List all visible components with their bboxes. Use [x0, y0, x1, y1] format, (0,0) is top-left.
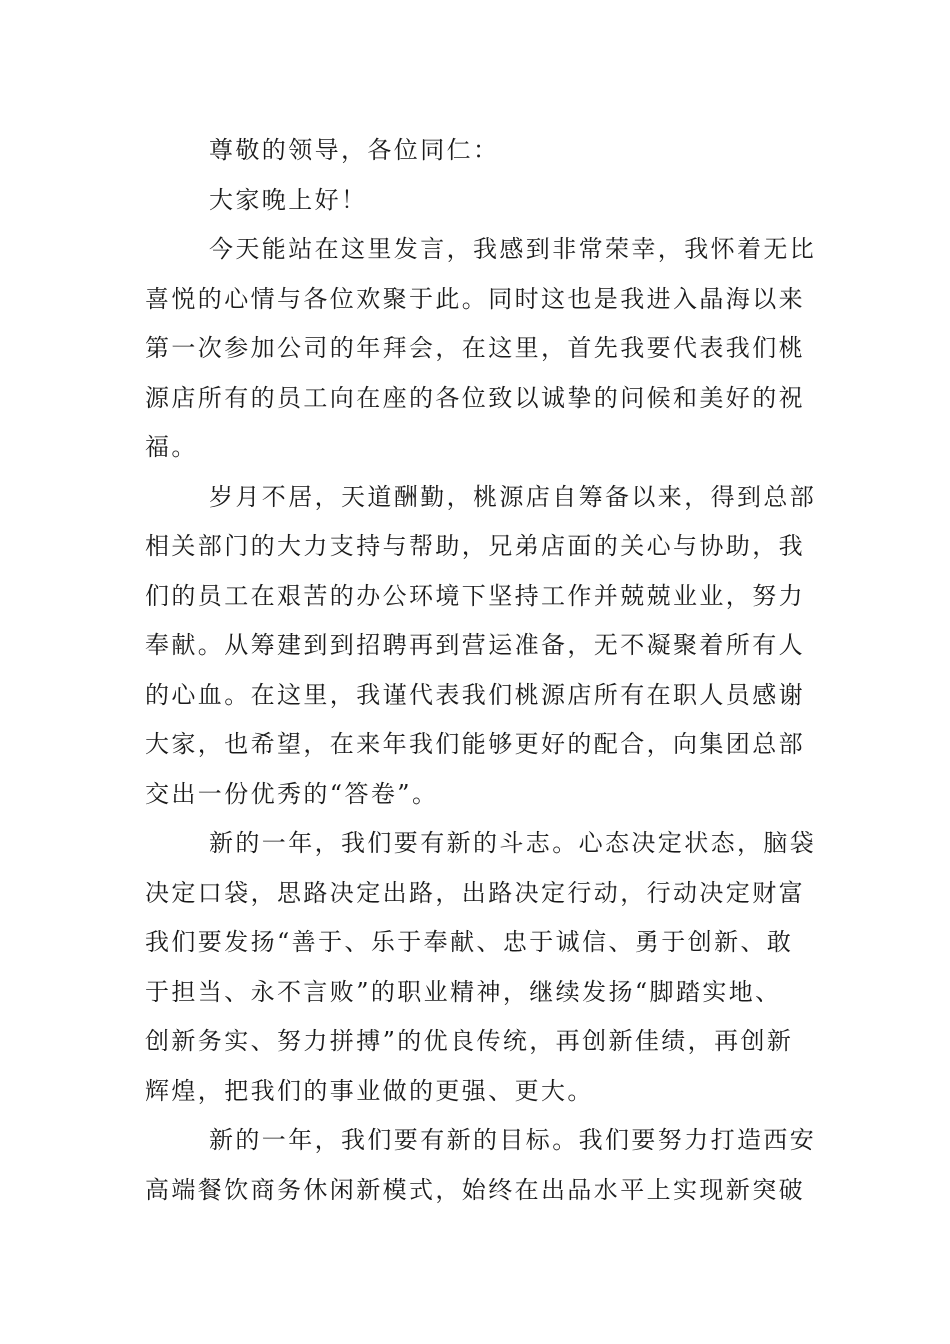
- document-body: [145, 126, 817, 1215]
- paragraph-2: [145, 473, 817, 820]
- paragraph-line: 相关部门的大力支持与帮助，兄弟店面的关心与协助，我: [145, 532, 805, 560]
- paragraph-3: [145, 819, 817, 1116]
- paragraph-line: 于担当、永不言败”的职业精神，继续发扬“脚踏实地、: [145, 977, 782, 1006]
- paragraph-1: [145, 225, 817, 473]
- paragraph-line: 源店所有的员工向在座的各位致以诚挚的问候和美好的祝: [145, 383, 805, 412]
- paragraph-line: 的心血。在这里，我谨代表我们桃源店所有在职人员感谢: [145, 680, 805, 709]
- paragraph-line: 福。: [145, 433, 198, 461]
- paragraph-line: 创新务实、努力拼搏”的优良传统，再创新佳绩，再创新: [145, 1027, 794, 1055]
- paragraph-line: 高端餐饮商务休闲新模式，始终在出品水平上实现新突破: [145, 1175, 805, 1204]
- paragraph-line: 决定口袋，思路决定出路，出路决定行动，行动决定财富: [145, 878, 805, 907]
- salutation-line: 尊敬的领导，各位同仁：: [209, 136, 500, 164]
- paragraph-line: 奉献。从筹建到到招聘再到营运准备，无不凝聚着所有人: [145, 631, 805, 659]
- paragraph-line: 们的员工在艰苦的办公环境下坚持工作并兢兢业业，努力: [145, 581, 805, 610]
- paragraph-line: 第一次参加公司的年拜会，在这里，首先我要代表我们桃: [145, 334, 805, 362]
- paragraph-line: 大家，也希望，在来年我们能够更好的配合，向集团总部: [145, 730, 805, 758]
- paragraph-line: 我们要发扬“善于、乐于奉献、忠于诚信、勇于创新、敢: [145, 928, 794, 956]
- paragraph-line: 新的一年，我们要有新的目标。我们要努力打造西安: [209, 1126, 817, 1154]
- paragraph-line: 辉煌，把我们的事业做的更强、更大。: [145, 1076, 594, 1105]
- paragraph-line: 岁月不居，天道酬勤，桃源店自筹备以来，得到总部: [209, 482, 817, 511]
- paragraph-line: 今天能站在这里发言，我感到非常荣幸，我怀着无比: [209, 235, 817, 263]
- greeting-line: 大家晚上好！: [209, 185, 368, 214]
- paragraph-line: 交出一份优秀的“答卷”。: [145, 779, 439, 808]
- paragraph-line: 新的一年，我们要有新的斗志。心态决定状态，脑袋: [209, 829, 817, 857]
- paragraph-4: [145, 1116, 817, 1215]
- paragraph-line: 喜悦的心情与各位欢聚于此。同时这也是我进入晶海以来: [145, 284, 805, 313]
